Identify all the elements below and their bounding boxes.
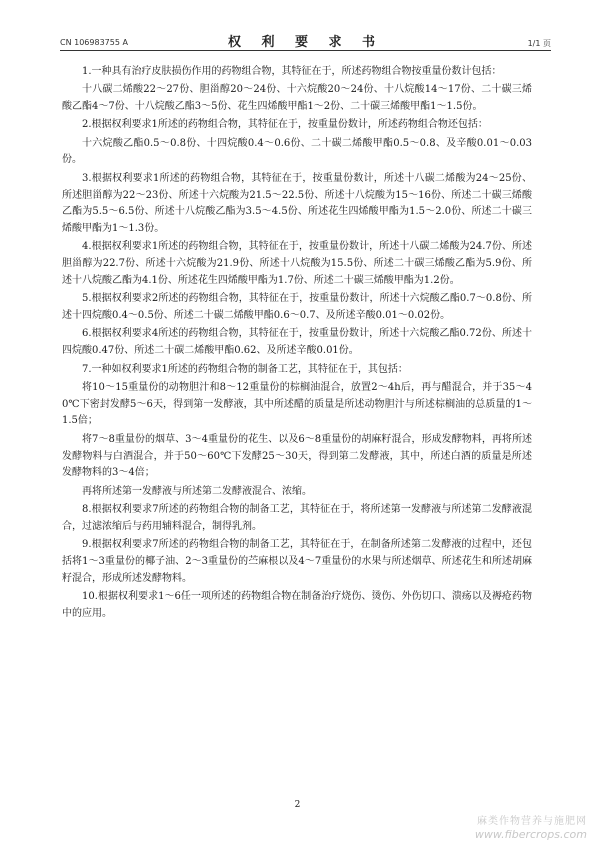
- claim-7-paragraph: 7.一种如权利要求1所述的药物组合物的制备工艺，其特征在于，其包括：: [82, 363, 408, 375]
- watermark-url: www.fibercrops.com: [474, 828, 587, 841]
- claim-1-composition: 十八碳二烯酸22～27份、胆甾醇20～24份、十六烷酸20～24份、十八烷酸14～17份、二十碳三烯酸乙酯4～7份、十八烷酸乙酯3～5份、花生四烯酸甲酯1～2份、二十碳三烯酸甲酯1～1.5份。: [62, 84, 532, 113]
- claim-5-paragraph: 5.根据权利要求2所述的药物组合物，其特征在于，按重量份数计，所述十六烷酸乙酯0.7～0.8份、所述十四烷酸0.4～0.5份、所述二十碳二烯酸甲酯0.6～0.7、及所述辛酸0.01～0.02份。: [62, 293, 532, 322]
- claim-2-paragraph: 2.根据权利要求1所述的药物组合物，其特征在于，按重量份数计，所述药物组合物还包括：: [82, 119, 488, 131]
- document-title: 权 利 要 求 书: [227, 35, 384, 50]
- claim-9-paragraph: 9.根据权利要求7所述的药物组合物的制备工艺，其特征在于，在制备所述第二发酵液的过程中，还包括将1～3重量份的椰子油、2～3重量份的苎麻根以及4～7重量份的水果与所述烟草、所述花生和所述胡麻籽混合，形成所述发酵物料。: [62, 539, 532, 584]
- page-header: [60, 30, 551, 51]
- watermark-site-name: 麻类作物营养与施肥网: [477, 816, 587, 827]
- claim-8-paragraph: 8.根据权利要求7所述的药物组合物的制备工艺，其特征在于，将所述第一发酵液与所述第二发酵液混合，过滤浓缩后与药用辅料混合，制得乳剂。: [62, 503, 532, 532]
- page-indicator: 1/1 页: [527, 39, 551, 48]
- claim-2-composition: 十六烷酸乙酯0.5～0.8份、十四烷酸0.4～0.6份、二十碳二烯酸甲酯0.5～0.8、及辛酸0.01～0.03份。: [62, 137, 532, 166]
- publication-number: CN 106983755 A: [60, 38, 128, 47]
- claim-10-paragraph: 10.根据权利要求1～6任一项所述的药物组合物在制备治疗烧伤、烫伤、外伤切口、溃疡以及褥疮药物中的应用。: [62, 590, 532, 619]
- claim-7-step-1: 将10～15重量份的动物胆汁和8～12重量份的棕榈油混合，放置2～4h后，再与醋混合，并于35～40℃下密封发酵5～6天，得到第一发酵液，其中所述醋的质量是所述动物胆汁与所述棕榈油的总质量的1～1.5倍；: [62, 381, 532, 427]
- claim-7-step-3: 再将所述第一发酵液与所述第二发酵液混合、浓缩。: [82, 485, 312, 497]
- claims-body: [62, 64, 532, 624]
- claim-3-paragraph: 3.根据权利要求1所述的药物组合物，其特征在于，按重量份数计，所述十八碳二烯酸为24～25份、所述胆甾醇为22～23份、所述十六烷酸为21.5～22.5份、所述十八烷酸为15～16份、所述二十碳三烯酸乙酯为5.5～6.5份、所述十八烷酸乙酯为3.5～4.5份、所述花生四烯酸甲酯为1.5～2.0份、所述二十碳三烯酸甲酯为1～1.3份。: [62, 172, 532, 235]
- claim-1-paragraph: 1.一种具有治疗皮肤损伤作用的药物组合物，其特征在于，所述药物组合物按重量份数计包括：: [82, 66, 502, 77]
- watermark: [475, 812, 587, 841]
- claim-6-paragraph: 6.根据权利要求4所述的药物组合物，其特征在于，按重量份数计，所述十六烷酸乙酯0.72份、所述十四烷酸0.47份、所述二十碳二烯酸甲酯0.62、及所述辛酸0.01份。: [62, 328, 532, 357]
- claim-7-step-2: 将7～8重量份的烟草、3～4重量份的花生、以及6～8重量份的胡麻籽混合，形成发酵物料，再将所述发酵物料与白酒混合，并于50～60℃下发酵25～30天，得到第二发酵液，其中，所述白酒的质量是所述发酵物料的3～4倍；: [62, 433, 532, 479]
- page-number: 2: [294, 800, 301, 810]
- claim-4-paragraph: 4.根据权利要求1所述的药物组合物，其特征在于，按重量份数计，所述十八碳二烯酸为24.7份、所述胆甾醇为22.7份、所述十六烷酸为21.9份、所述十八烷酸为15.5份、所述二十碳三烯酸乙酯为5.9份、所述十八烷酸乙酯为4.1份、所述花生四烯酸甲酯为1.7份、所述二十碳三烯酸甲酯为1.2份。: [62, 241, 532, 287]
